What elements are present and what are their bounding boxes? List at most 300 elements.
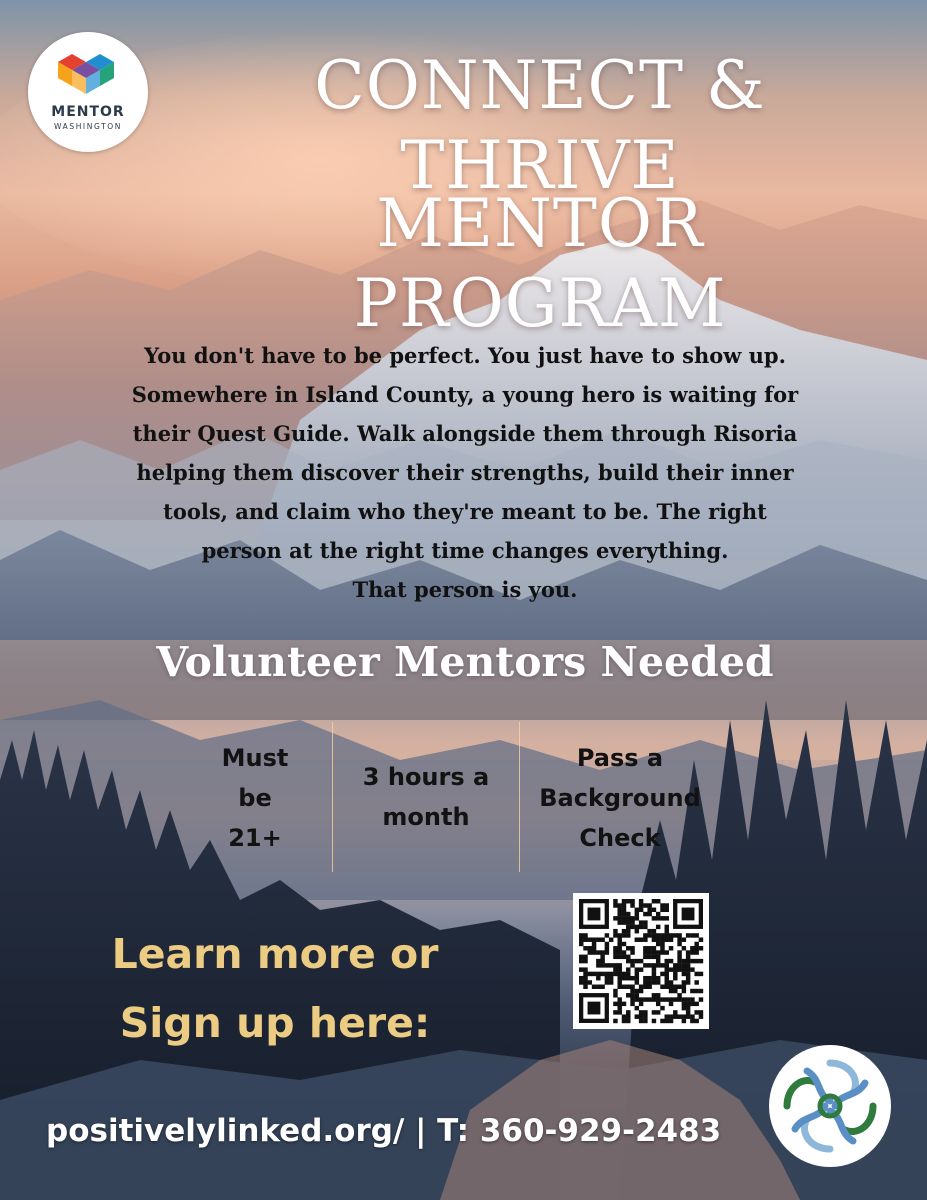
qr-module <box>622 933 626 937</box>
qr-module <box>660 972 664 976</box>
qr-module <box>626 929 630 933</box>
qr-module <box>622 985 626 989</box>
qr-module <box>647 912 651 916</box>
qr-module <box>626 1010 630 1014</box>
volunteer-heading: Volunteer Mentors Needed <box>156 638 774 686</box>
qr-module <box>579 937 583 941</box>
qr-module <box>617 912 621 916</box>
qr-module <box>579 959 583 963</box>
qr-module <box>583 937 587 941</box>
qr-module <box>635 972 639 976</box>
qr-module <box>579 955 583 959</box>
qr-module <box>622 929 626 933</box>
qr-module <box>630 946 634 950</box>
body-line: helping them discover their strengths, build their inner <box>136 460 794 485</box>
qr-module <box>600 972 604 976</box>
qr-module <box>626 933 630 937</box>
qr-module <box>639 997 643 1001</box>
qr-module <box>656 1002 660 1006</box>
body-line: Somewhere in Island County, a young hero is waiting for <box>131 382 799 407</box>
qr-module <box>673 989 677 993</box>
qr-module <box>656 937 660 941</box>
qr-module <box>656 933 660 937</box>
qr-module <box>686 967 690 971</box>
requirement-line: Must <box>221 744 289 772</box>
qr-module <box>699 1014 703 1018</box>
qr-module <box>660 908 664 912</box>
qr-module <box>617 972 621 976</box>
qr-module <box>592 942 596 946</box>
qr-module <box>647 946 651 950</box>
qr-module <box>630 903 634 907</box>
requirement-line: Check <box>579 824 661 852</box>
qr-module <box>656 993 660 997</box>
qr-module <box>652 980 656 984</box>
qr-module <box>665 916 669 920</box>
qr-module <box>639 937 643 941</box>
qr-module <box>596 976 600 980</box>
qr-module <box>596 959 600 963</box>
qr-module <box>635 929 639 933</box>
qr-module <box>613 950 617 954</box>
qr-module <box>617 1002 621 1006</box>
qr-module <box>690 997 694 1001</box>
qr-module <box>613 963 617 967</box>
qr-module <box>652 955 656 959</box>
qr-module <box>647 963 651 967</box>
qr-module <box>699 972 703 976</box>
qr-module <box>694 942 698 946</box>
mentor-washington-logo <box>28 32 148 152</box>
qr-module <box>647 933 651 937</box>
qr-module <box>673 972 677 976</box>
qr-module <box>622 1014 626 1018</box>
qr-module <box>677 942 681 946</box>
qr-module <box>609 972 613 976</box>
qr-module <box>665 980 669 984</box>
qr-module <box>656 976 660 980</box>
qr-module <box>635 912 639 916</box>
qr-module <box>605 942 609 946</box>
qr-module <box>643 1014 647 1018</box>
qr-module <box>639 1014 643 1018</box>
qr-module <box>635 1014 639 1018</box>
qr-finder <box>682 908 695 921</box>
qr-module <box>630 950 634 954</box>
qr-module <box>699 937 703 941</box>
qr-module <box>622 1002 626 1006</box>
qr-module <box>613 946 617 950</box>
qr-module <box>613 993 617 997</box>
qr-module <box>617 963 621 967</box>
call-to-action <box>70 920 480 1058</box>
qr-module <box>660 916 664 920</box>
qr-module <box>596 937 600 941</box>
qr-module <box>588 937 592 941</box>
qr-module <box>622 920 626 924</box>
qr-module <box>673 1010 677 1014</box>
qr-module <box>622 950 626 954</box>
qr-module <box>665 963 669 967</box>
requirement-line: 3 hours a <box>362 763 490 791</box>
qr-module <box>626 920 630 924</box>
qr-module <box>686 959 690 963</box>
qr-module <box>690 946 694 950</box>
qr-module <box>694 1002 698 1006</box>
qr-module <box>626 946 630 950</box>
qr-module <box>682 985 686 989</box>
qr-module <box>660 1006 664 1010</box>
qr-module <box>647 908 651 912</box>
qr-module <box>643 955 647 959</box>
qr-module <box>630 985 634 989</box>
qr-module <box>579 976 583 980</box>
qr-module <box>643 912 647 916</box>
qr-module <box>617 933 621 937</box>
qr-module <box>635 976 639 980</box>
cube-logo-icon <box>28 32 148 104</box>
qr-module <box>617 980 621 984</box>
positively-linked-emblem <box>769 1045 891 1167</box>
qr-module <box>686 1014 690 1018</box>
qr-module <box>583 955 587 959</box>
qr-module <box>682 937 686 941</box>
qr-module <box>656 997 660 1001</box>
title-line-2: MENTOR PROGRAM <box>353 185 727 342</box>
qr-module <box>617 920 621 924</box>
qr-module <box>665 1014 669 1018</box>
qr-module <box>626 916 630 920</box>
qr-module <box>660 985 664 989</box>
qr-module <box>699 989 703 993</box>
qr-module <box>669 1002 673 1006</box>
qr-module <box>613 967 617 971</box>
qr-module <box>660 903 664 907</box>
qr-module <box>682 997 686 1001</box>
qr-module <box>605 946 609 950</box>
qr-module <box>600 963 604 967</box>
qr-module <box>660 950 664 954</box>
qr-module <box>652 908 656 912</box>
qr-module <box>592 937 596 941</box>
qr-module <box>665 976 669 980</box>
requirement-line: be <box>238 784 272 812</box>
requirement-line: Background <box>539 784 701 812</box>
qr-module <box>677 950 681 954</box>
qr-module <box>647 950 651 954</box>
qr-module <box>656 963 660 967</box>
qr-module <box>639 967 643 971</box>
qr-module <box>617 1006 621 1010</box>
qr-module <box>626 959 630 963</box>
qr-module <box>613 933 617 937</box>
qr-module <box>613 899 617 903</box>
requirement-divider <box>332 722 333 872</box>
qr-module <box>635 925 639 929</box>
qr-module <box>652 899 656 903</box>
qr-module <box>686 972 690 976</box>
qr-module <box>690 1019 694 1023</box>
logo-washington-text: WASHINGTON <box>54 122 122 131</box>
requirement-line: 21+ <box>228 824 282 852</box>
qr-module <box>686 1006 690 1010</box>
title-line-1: CONNECT & THRIVE <box>314 47 766 204</box>
qr-module <box>652 963 656 967</box>
qr-module <box>665 903 669 907</box>
qr-module <box>643 933 647 937</box>
qr-module <box>630 920 634 924</box>
qr-module <box>600 955 604 959</box>
qr-module <box>635 937 639 941</box>
qr-module <box>673 967 677 971</box>
qr-module <box>583 972 587 976</box>
qr-module <box>639 959 643 963</box>
qr-module <box>639 908 643 912</box>
qr-module <box>592 946 596 950</box>
qr-module <box>622 955 626 959</box>
qr-module <box>652 937 656 941</box>
qr-module <box>686 950 690 954</box>
qr-module <box>622 908 626 912</box>
qr-module <box>652 929 656 933</box>
qr-module <box>583 933 587 937</box>
qr-module <box>617 916 621 920</box>
qr-module <box>652 976 656 980</box>
qr-module <box>682 1014 686 1018</box>
qr-module <box>643 903 647 907</box>
qr-module <box>665 929 669 933</box>
qr-module <box>682 959 686 963</box>
qr-module <box>647 997 651 1001</box>
qr-module <box>596 972 600 976</box>
qr-module <box>656 916 660 920</box>
qr-module <box>639 899 643 903</box>
qr-module <box>583 967 587 971</box>
qr-module <box>669 967 673 971</box>
qr-module <box>617 942 621 946</box>
qr-module <box>583 946 587 950</box>
qr-module <box>583 976 587 980</box>
qr-module <box>665 950 669 954</box>
qr-module <box>639 925 643 929</box>
qr-finder <box>588 1002 601 1015</box>
qr-module <box>643 937 647 941</box>
qr-module <box>660 946 664 950</box>
qr-module <box>600 937 604 941</box>
qr-module <box>673 963 677 967</box>
qr-module <box>626 955 630 959</box>
qr-code[interactable] <box>573 893 709 1029</box>
qr-module <box>613 972 617 976</box>
qr-module <box>686 955 690 959</box>
qr-module <box>647 985 651 989</box>
body-line: That person is you. <box>352 577 578 602</box>
qr-module <box>694 959 698 963</box>
qr-module <box>652 933 656 937</box>
qr-module <box>677 933 681 937</box>
qr-module <box>622 972 626 976</box>
qr-module <box>626 985 630 989</box>
qr-module <box>656 980 660 984</box>
qr-module <box>617 937 621 941</box>
qr-module <box>656 912 660 916</box>
qr-module <box>596 963 600 967</box>
qr-module <box>660 1019 664 1023</box>
qr-module <box>613 929 617 933</box>
qr-module <box>677 985 681 989</box>
qr-module <box>643 920 647 924</box>
qr-module <box>626 899 630 903</box>
qr-code-icon <box>573 893 709 1029</box>
qr-module <box>694 989 698 993</box>
qr-module <box>647 903 651 907</box>
qr-module <box>652 1019 656 1023</box>
qr-module <box>579 933 583 937</box>
qr-module <box>656 899 660 903</box>
qr-module <box>626 1014 630 1018</box>
qr-module <box>613 1010 617 1014</box>
qr-module <box>635 980 639 984</box>
qr-module <box>592 950 596 954</box>
qr-module <box>677 955 681 959</box>
qr-module <box>609 937 613 941</box>
qr-module <box>643 950 647 954</box>
qr-module <box>677 1014 681 1018</box>
qr-module <box>686 1002 690 1006</box>
qr-module <box>613 955 617 959</box>
qr-module <box>592 985 596 989</box>
qr-module <box>630 959 634 963</box>
qr-module <box>630 1002 634 1006</box>
qr-module <box>686 933 690 937</box>
qr-module <box>669 985 673 989</box>
qr-module <box>622 899 626 903</box>
qr-module <box>686 1010 690 1014</box>
qr-module <box>605 972 609 976</box>
qr-module <box>673 1014 677 1018</box>
qr-module <box>635 959 639 963</box>
qr-module <box>617 955 621 959</box>
qr-module <box>682 980 686 984</box>
knot-emblem-icon <box>769 1045 891 1167</box>
qr-module <box>694 933 698 937</box>
qr-module <box>665 959 669 963</box>
qr-module <box>677 937 681 941</box>
qr-module <box>643 946 647 950</box>
qr-module <box>686 997 690 1001</box>
qr-module <box>699 1010 703 1014</box>
qr-module <box>690 1002 694 1006</box>
qr-module <box>686 963 690 967</box>
qr-module <box>588 946 592 950</box>
qr-module <box>669 933 673 937</box>
qr-module <box>635 997 639 1001</box>
requirement-line: Pass a <box>576 744 664 772</box>
qr-module <box>669 1014 673 1018</box>
body-line: You don't have to be perfect. You just have to show up. <box>144 343 786 368</box>
qr-module <box>617 950 621 954</box>
qr-module <box>669 989 673 993</box>
qr-module <box>635 916 639 920</box>
qr-module <box>656 1010 660 1014</box>
qr-module <box>652 972 656 976</box>
qr-module <box>643 963 647 967</box>
qr-module <box>583 985 587 989</box>
qr-module <box>617 903 621 907</box>
qr-module <box>600 985 604 989</box>
qr-module <box>656 942 660 946</box>
qr-module <box>579 942 583 946</box>
qr-module <box>686 980 690 984</box>
body-line: their Quest Guide. Walk alongside them through Risoria <box>132 421 798 446</box>
qr-module <box>639 1002 643 1006</box>
qr-module <box>660 997 664 1001</box>
qr-module <box>694 972 698 976</box>
qr-module <box>617 1010 621 1014</box>
qr-module <box>682 946 686 950</box>
qr-module <box>622 942 626 946</box>
qr-module <box>682 972 686 976</box>
qr-module <box>617 946 621 950</box>
qr-module <box>669 946 673 950</box>
qr-module <box>613 916 617 920</box>
qr-module <box>626 993 630 997</box>
requirement-background-check <box>522 738 718 858</box>
qr-module <box>639 920 643 924</box>
qr-module <box>673 976 677 980</box>
qr-module <box>669 997 673 1001</box>
qr-module <box>617 997 621 1001</box>
qr-module <box>690 1014 694 1018</box>
qr-finder <box>588 908 601 921</box>
qr-module <box>694 1010 698 1014</box>
qr-module <box>622 912 626 916</box>
qr-module <box>690 933 694 937</box>
qr-module <box>613 1002 617 1006</box>
qr-module <box>630 899 634 903</box>
qr-module <box>596 985 600 989</box>
qr-module <box>639 1019 643 1023</box>
qr-module <box>622 976 626 980</box>
qr-module <box>626 912 630 916</box>
qr-module <box>652 946 656 950</box>
qr-module <box>609 980 613 984</box>
cta-line-1: Learn more or <box>111 930 439 978</box>
qr-module <box>605 963 609 967</box>
qr-module <box>647 929 651 933</box>
qr-module <box>665 937 669 941</box>
qr-module <box>635 989 639 993</box>
qr-module <box>617 908 621 912</box>
body-paragraph <box>95 336 835 609</box>
qr-module <box>665 967 669 971</box>
contact-footer[interactable]: positivelylinked.org/ | T: 360-929-2483 <box>46 1113 722 1149</box>
qr-module <box>673 985 677 989</box>
qr-module <box>639 989 643 993</box>
qr-module <box>605 933 609 937</box>
requirement-time <box>336 757 516 837</box>
qr-module <box>652 997 656 1001</box>
qr-module <box>677 967 681 971</box>
qr-module <box>677 963 681 967</box>
qr-module <box>617 985 621 989</box>
qr-module <box>605 976 609 980</box>
qr-module <box>613 1019 617 1023</box>
qr-module <box>626 967 630 971</box>
qr-module <box>652 916 656 920</box>
qr-module <box>613 989 617 993</box>
requirement-age <box>200 738 310 858</box>
